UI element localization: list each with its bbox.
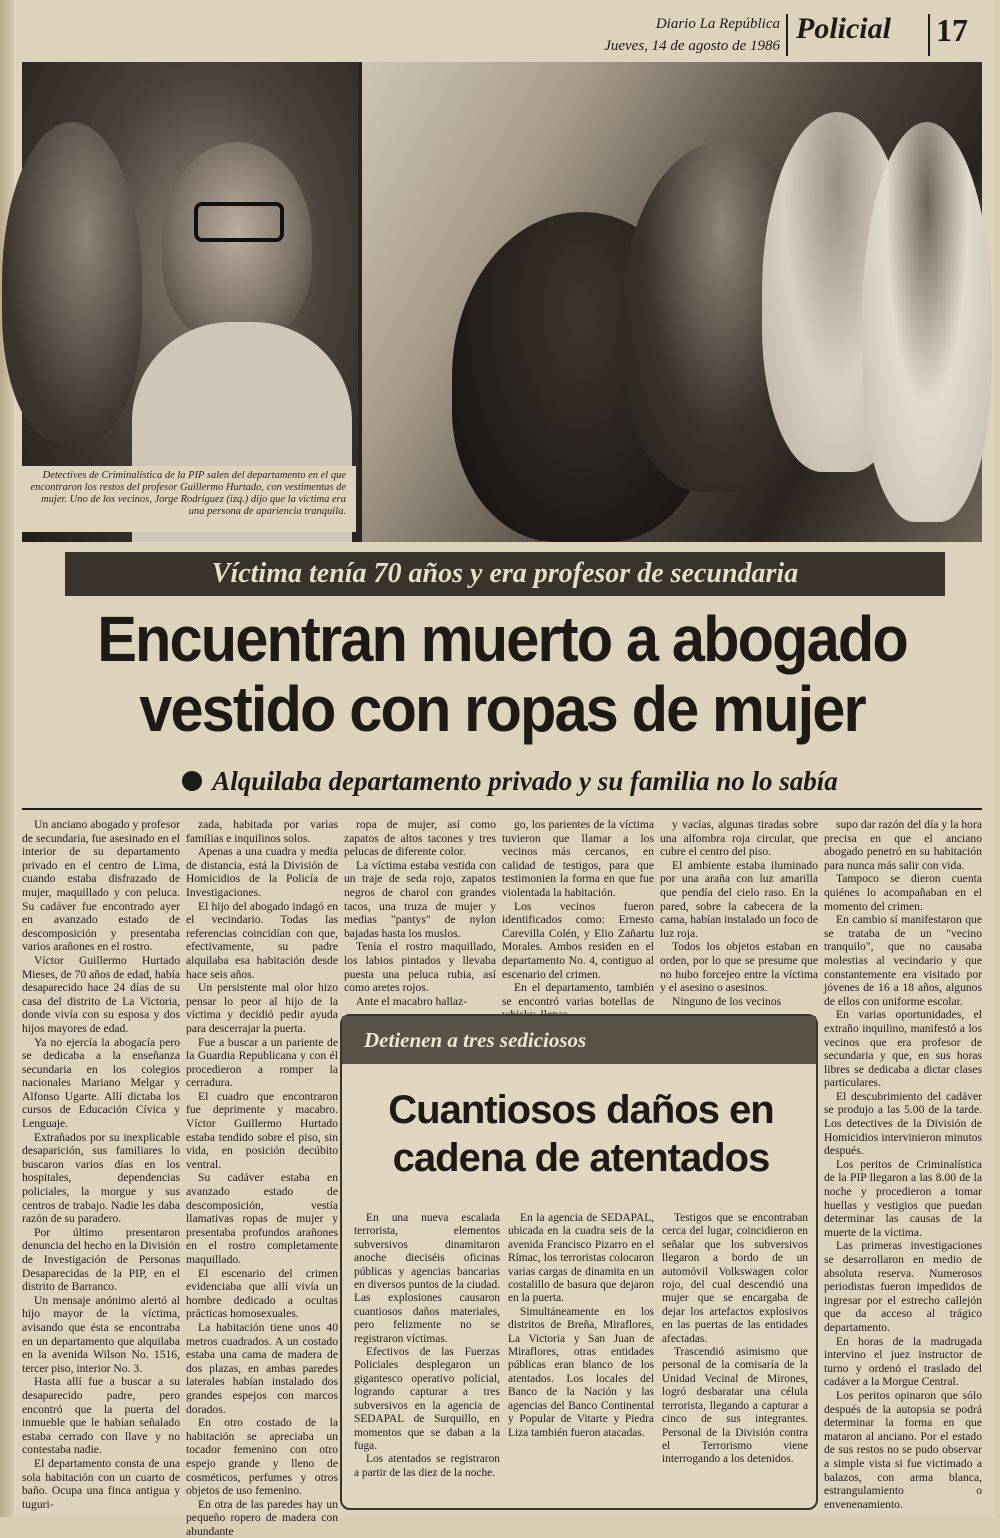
paragraph: Los atentados se registraron a partir de las diez de la noche.	[354, 1453, 500, 1479]
paragraph: En la agencia de SEDAPAL, ubicada en la cuadra seis de la avenida Francisco Pizarro en el Rímac, los terroristas colocaron varias cargas de dinamita en un costalillo de basura que dejaron en la puerta.	[508, 1212, 654, 1305]
paragraph: Los peritos de Criminalística de la PIP llegaron a las 8.00 de la noche y procedieron a tomar huellas y vestigios que puedan determinar las causas de la muerte de la víctima.	[824, 1157, 982, 1239]
article-column-6	[824, 818, 982, 1511]
inset-column-2	[508, 1212, 654, 1502]
paragraph: Los peritos opinaron que sólo después de la autopsia se podrá determinar la forma en que mataron al anciano. Por el estado de sus restos no se pudo observar a simple vista si fue victimado a balazos, con arma blanca, estrangulamiento o envenenamiento.	[824, 1388, 982, 1511]
paragraph: Un anciano abogado y profesor de secundaria, fue asesinado en el interior de su departamento privado en el centro de Lima, cuando estaba disfrazado de mujer, maquillado y con peluca. Su cadáver fue encontrado ayer en avanzado estado de descomposición y presentaba varios arañones en el rostro.	[22, 818, 180, 954]
inset-story-box	[340, 1014, 818, 1510]
paragraph: Apenas a una cuadra y media de distancia, está la División de Homicidios de la Policía de Investigaciones.	[186, 845, 338, 899]
article-column-3	[344, 818, 496, 1018]
bullet-icon	[182, 771, 202, 791]
subhead-text: Alquilaba departamento privado y su familia no lo sabía	[212, 766, 838, 796]
article-headline	[56, 604, 949, 744]
paragraph: Los vecinos fueron identificados como: Ernesto Carevilla Colén, y Elio Zañartu Morales. Ambos residen en el departamento No. 4, contiguo al escenario del crimen.	[502, 899, 654, 981]
paragraph: supo dar razón del día y la hora precisa en que el anciano abogado penetró en su habitación para nunca más salir con vida.	[824, 818, 982, 872]
article-column-5	[660, 818, 818, 1018]
paragraph: Hasta allí fue a buscar a su desaparecido padre, pero encontró que la puerta del inmueble que le habían señalado estaba cerrado con llave y no contestaba nadie.	[22, 1375, 180, 1457]
paragraph: En otra de las paredes hay un pequeño ropero de madera con abundante	[186, 1497, 338, 1538]
paragraph: Extrañados por su inexplicable desaparición, sus familiares lo buscaron varios días en los hospitales, dependencias policiales, la morgue y sus centros de trabajo. Nadie les daba razón de su paradero.	[22, 1130, 180, 1226]
masthead	[590, 12, 990, 60]
paragraph: Víctor Guillermo Hurtado Mieses, de 70 años de edad, había desaparecido hace 24 días de su casa del distrito de La Victoria, donde vivía con su esposa y dos hijos mayores de edad.	[22, 953, 180, 1035]
issue-date: Jueves, 14 de agosto de 1986	[604, 38, 780, 54]
inset-headline-line-1: Cuantiosos daños en	[388, 1088, 774, 1132]
inset-headline	[356, 1086, 806, 1182]
masthead-divider	[786, 14, 788, 56]
paragraph: zada, habitada por varias familias e inquilinos solos.	[186, 818, 338, 845]
article-column-2	[186, 818, 338, 1538]
paragraph: Ninguno de los vecinos	[672, 994, 782, 1008]
paragraph: El hijo del abogado indagó en el vecindario. Todas las referencias coincidían con que, efectivamente, su padre alquilaba esa habitación desde hace seis años.	[186, 899, 338, 981]
paper-name: Diario La República	[655, 16, 780, 32]
paragraph: El escenario del crimen evidenciaba que allí vivía un hombre dedicado a ocultas prácticas homosexuales.	[186, 1266, 338, 1321]
headline-line-1: Encuentran muerto a abogado	[97, 603, 907, 675]
paragraph: Fue a buscar a un pariente de la Guardia Republicana y con él procedieron a romper la cerradura.	[186, 1035, 338, 1090]
paragraph: Testigos que se encontraban cerca del lugar, coincidieron en señalar que los subversivos llegaron a bordo de un automóvil Volkswagen color rojo, del cual descendió una mujer que se encargaba de dejar los artefactos explosivos en las puertas de las entidades afectadas.	[662, 1212, 808, 1345]
paragraph: La víctima estaba vestida con un traje de seda rojo, zapatos negros de charol con grandes tacos, una truza de mujer y medias "pantys" de nylon bajadas hasta los muslos.	[344, 858, 496, 940]
paragraph: En cambio sí manifestaron que se trataba de un "vecino tranquilo", que no causaba molestias al vecindario y que constantemente era visitado por jóvenes de 16 a 18 años, algunos de ellos con uniforme escolar.	[824, 913, 982, 1008]
paragraph: Todos los objetos estaban en orden, por lo que se presume que no hubo forcejeo entre la víctima y el asesino o asesinos.	[660, 940, 818, 995]
masthead-divider	[928, 14, 930, 56]
article-subhead	[60, 766, 960, 797]
inset-headline-line-2: cadena de atentados	[392, 1136, 770, 1180]
paragraph: El cuadro que encontraron fue deprimente y macabro. Víctor Guillermo Hurtado estaba tendido sobre el piso, sin vida, en posición decúbito ventral.	[186, 1089, 338, 1171]
article-kicker: Víctima tenía 70 años y era profesor de secundaria	[65, 552, 945, 596]
photo-caption: Detectives de Criminalística de la PIP salen del departamento en el que encontraron los restos del profesor Guillermo Hurtado, con vestimentas de mujer. Uno de los vecinos, Jorge Rodríguez (izq.) dijo que la víctima era una persona de apariencia tranquila.	[30, 470, 346, 517]
paragraph: Simultáneamente en los distritos de Breña, Miraflores, La Victoria y San Juan de Miraflores, otras entidades públicas eran blanco de los atentados. Los locales del Banco de la Nación y las agencias del Banco Continental y Popular de Vitarte y Piedra Liza también fueron atacadas.	[508, 1305, 654, 1439]
paragraph: El ambiente estaba iluminado por una araña con luz amarilla que pendía del cielo raso. En la pared, sobre la cabecera de la cama, habían instalado un foco de luz roja.	[660, 858, 818, 940]
paragraph: Trascendió asimismo que personal de la comisaría de la Unidad Vecinal de Mirones, logró desbaratar una célula terrorista, llegando a capturar a cinco de sus integrantes. Personal de la División contra el Terrorismo viene interrogando a los detenidos.	[662, 1346, 808, 1466]
paragraph: y vacías, algunas tiradas sobre una alfombra roja circular, que cubre el centro del piso.	[660, 818, 818, 859]
paragraph: Ante el macabro hallaz-	[356, 994, 468, 1008]
inset-kicker: Detienen a tres sediciosos	[342, 1016, 816, 1064]
paragraph: Las primeras investigaciones se desarrollaron en medio de absoluta reserva. Numerosos periodistas fueron impedidos de ingresar por el estrecho callejón que da acceso al trágico departamento.	[824, 1239, 982, 1334]
section-name: Policial	[796, 12, 891, 45]
paragraph: En el departamento, también se encontró varias botellas de	[502, 981, 654, 1008]
paragraph: En una nueva escalada terrorista, elementos subversivos dinamitaron anoche dieciséis oficinas públicas y agencias bancarias en diversos puntos de la ciudad. Las explosiones causaron cuantiosos daños materiales, pero felizmente no se registraron víctimas.	[354, 1212, 500, 1345]
paragraph: Tenía el rostro maquillado, los labios pintados y llevaba puesta una peluca rubia, así como aretes rojos.	[344, 940, 496, 995]
inset-column-3	[662, 1212, 808, 1502]
paragraph: En horas de la madrugada intervino el juez instructor de turno y ordenó el traslado del cadáver a la Morgue Central.	[824, 1334, 982, 1389]
paragraph: Un persistente mal olor hizo pensar lo peor al hijo de la víctima y decidió pedir ayuda para descerrajar la puerta.	[186, 981, 338, 1035]
divider-rule	[22, 808, 982, 810]
paragraph: La habitación tiene unos 40 metros cuadrados. A un costado estaba una cama de madera de dos plazas, en ambas paredes laterales habían instalado dos grandes espejos con marcos dorados.	[186, 1320, 338, 1416]
paragraph: go, los parientes de la víctima tuvieron que llamar a los vecinos más cercanos, en calidad de testigos, para que testimonien la forma en que fue violentada la habitación.	[502, 818, 654, 899]
headline-line-2: vestido con ropas de mujer	[139, 673, 865, 745]
paragraph: El departamento consta de una sola habitación con un cuarto de baño. Ocupa una finca antigua y tuguri-	[22, 1456, 180, 1511]
paragraph: Por último presentaron denuncia del hecho en la División de Investigación de Personas Desaparecidas de la PIP, en el distrito de Barranco.	[22, 1225, 180, 1294]
paragraph: Su cadáver estaba en avanzado estado de descomposición, vestía llamativas ropas de mujer y presentaba profundos arañones en el rostro completamente maquillado.	[186, 1171, 338, 1266]
paragraph: En otro costado de la habitación se apreciaba un tocador femenino con otro espejo grande y lleno de cosméticos, perfumes y otros objetos de uso femenino.	[186, 1416, 338, 1498]
paragraph: Ya no ejercía la abogacía pero se dedicaba a la enseñanza secundaria en los colegios nacionales Mariano Melgar y Alfonso Ugarte. Allí dictaba los cursos de Educación Cívica y Lenguaje.	[22, 1035, 180, 1131]
paragraph: ropa de mujer, así como zapatos de altos tacones y tres pelucas de diferente color.	[344, 818, 496, 859]
paragraph: Un mensaje anónimo alertó al hijo mayor de la víctima, avisando que ésta se encontraba en un departamento que alquilaba en la avenida Wilson No. 1516, tercer piso, interior No. 3.	[22, 1293, 180, 1375]
inset-column-1	[354, 1212, 500, 1502]
page-number: 17	[936, 12, 968, 48]
paragraph: En varias oportunidades, el extraño inquilino, manifestó a los vecinos que era profesor de secundaria y que, en sus horas libres se dedicaba a dictar clases particulares.	[824, 1008, 982, 1090]
paragraph: Tampoco se dieron cuenta quiénes lo acompañaban en el momento del crimen.	[824, 872, 982, 913]
photo-detectives	[362, 62, 982, 542]
article-column-1	[22, 818, 180, 1511]
paragraph: El descubrimiento del cadáver se produjo a las 5.00 de la tarde. Los detectives de la División de Homicidios intervinieron minutos después.	[824, 1089, 982, 1158]
paragraph: Efectivos de las Fuerzas Policiales desplegaron un gigantesco operativo policial, logrando capturar a tres subversivos en la agencia de SEDAPAL de Surquillo, en momentos que se daban a la fuga.	[354, 1346, 500, 1452]
article-column-4	[502, 818, 654, 1018]
